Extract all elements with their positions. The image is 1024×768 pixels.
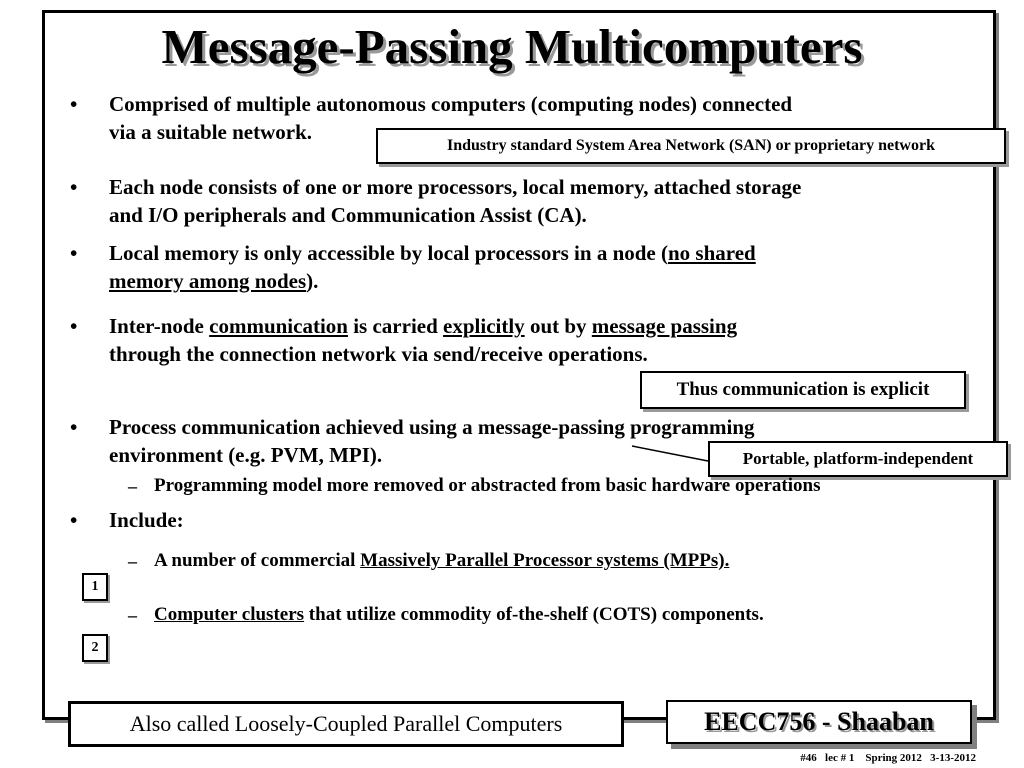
course-label: EECC756 - Shaaban bbox=[666, 700, 972, 744]
bullet-6-sub-2 bbox=[154, 604, 764, 626]
bullet-6-sub-1-underlined: Massively Parallel Processor systems (MPPs). bbox=[360, 550, 730, 571]
bullet-marker: • bbox=[70, 415, 78, 439]
number-box-2: 2 bbox=[82, 634, 108, 662]
bullet-1-line-2: via a suitable network. bbox=[109, 120, 313, 144]
bullet-4-underlined-explicitly: explicitly bbox=[443, 314, 525, 338]
footer-note: Also called Loosely-Coupled Parallel Computers bbox=[68, 701, 624, 747]
bullet-6-sub-2-text: that utilize commodity of-the-shelf (COTS) components. bbox=[304, 604, 764, 625]
bullet-1-line-1: Comprised of multiple autonomous computers (computing nodes) connected bbox=[109, 92, 793, 116]
bullet-5-line-2: environment (e.g. PVM, MPI). bbox=[109, 443, 383, 467]
bullet-marker: • bbox=[70, 508, 78, 532]
bullet-2-line-1: Each node consists of one or more processors, local memory, attached storage bbox=[109, 175, 802, 199]
bullet-3-underlined-1: no shared bbox=[668, 241, 756, 265]
dash-marker: – bbox=[128, 476, 137, 496]
bullet-4-underlined-communication: communication bbox=[209, 314, 348, 338]
bullet-marker: • bbox=[70, 92, 78, 116]
bullet-4-line-2: through the connection network via send/receive operations. bbox=[109, 342, 648, 366]
bullet-6-sub-1-text: A number of commercial bbox=[154, 550, 361, 571]
bullet-marker: • bbox=[70, 314, 78, 338]
bullet-6-sub-2-underlined: Computer clusters bbox=[154, 604, 305, 625]
bullet-4-text-b: is carried bbox=[347, 314, 444, 338]
bullet-4-text-a: Inter-node bbox=[109, 314, 210, 338]
slide-meta: #46 lec # 1 Spring 2012 3-13-2012 bbox=[800, 752, 976, 764]
bullet-5-sub: Programming model more removed or abstracted from basic hardware operations bbox=[154, 475, 821, 496]
bullet-2-line-2: and I/O peripherals and Communication Assist (CA). bbox=[109, 203, 587, 227]
dash-marker: – bbox=[128, 605, 137, 625]
bullet-marker: • bbox=[70, 175, 78, 199]
dash-marker: – bbox=[128, 551, 137, 571]
bullet-4-text-c: out by bbox=[524, 314, 592, 338]
callout-portable: Portable, platform-independent bbox=[708, 441, 1008, 477]
bullet-3-underlined-2: memory among nodes bbox=[109, 269, 307, 293]
callout-network: Industry standard System Area Network (SAN) or proprietary network bbox=[376, 128, 1006, 164]
bullet-6-line-1: Include: bbox=[109, 508, 184, 532]
callout-explicit: Thus communication is explicit bbox=[640, 371, 966, 409]
slide-title: Message-Passing Multicomputers bbox=[161, 19, 863, 74]
bullet-3-text-end: ). bbox=[306, 269, 319, 293]
number-box-1: 1 bbox=[82, 573, 108, 601]
bullet-6-sub-1 bbox=[154, 550, 729, 572]
bullet-3-text: Local memory is only accessible by local processors in a node ( bbox=[109, 241, 668, 265]
bullet-4-underlined-message-passing: message passing bbox=[591, 314, 738, 338]
bullet-5-line-1: Process communication achieved using a message-passing programming bbox=[109, 415, 755, 439]
bullet-marker: • bbox=[70, 241, 78, 265]
